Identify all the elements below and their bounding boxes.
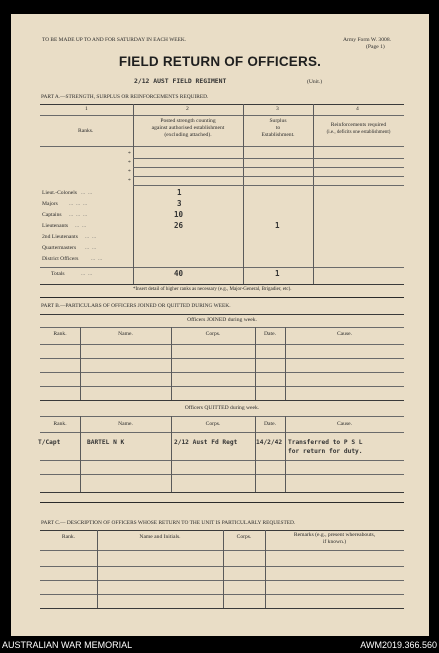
quitted-corps: 2/12 Aust Fd Regt [174,439,238,446]
posted-value: 1 [177,188,182,197]
quitted-date: 14/2/42 [256,439,283,446]
archive-caption-left: AUSTRALIAN WAR MEMORIAL [2,640,133,650]
form-title: FIELD RETURN OF OFFICERS. [118,54,322,69]
rank-label: Lieut.-Colonels [42,190,77,196]
quitted-cause-line-2: for return for duty. [288,448,363,455]
quitted-col-date: Date. [264,421,276,427]
col-number-1: 1 [85,106,88,112]
part-c-col-remarks-line-2: if known.) [322,539,347,545]
part-c-col-rank: Rank. [61,534,76,540]
surplus-header-line-3: Establishment. [261,132,295,138]
totals-posted: 40 [174,269,184,278]
quitted-col-cause: Cause. [336,421,353,427]
entry-line [133,176,404,177]
rank-label: Captains [42,212,62,218]
entry-line [133,185,404,186]
surplus-value: 1 [275,221,280,230]
unit-name: 2/12 AUST FIELD REGIMENT [134,77,227,85]
posted-value: 10 [174,210,184,219]
joined-top-rule [40,314,404,315]
ranks-header: Ranks. [78,128,94,134]
part-c-col-corps: Corps. [236,534,252,540]
joined-col-name: Name. [118,331,133,337]
archive-caption-right: AWM2019.366.560 [360,640,437,650]
col-number-2: 2 [186,106,189,112]
asterisk-mark: * [128,160,131,166]
form-id: Army Form W. 3008. [343,37,392,43]
section-rule [40,502,404,503]
entry-line [133,167,404,168]
part-a-footnote: *Insert detail of higher ranks as necessary (e.g., Major-General, Brigadier, etc). [133,287,292,292]
rank-label: Lieutenants [42,223,69,229]
totals-label: Totals [51,271,65,277]
posted-header-line-1: Posted strength counting [160,118,216,124]
part-c-heading: PART C.— DESCRIPTION OF OFFICERS WHOSE RETURN TO THE UNIT IS PARTICULARLY REQUESTED. [41,520,296,526]
rank-label: 2nd Lieutenants [42,234,78,240]
quitted-cause-line-1: Transferred to P S L [288,439,363,446]
part-a-header-rule [40,146,404,147]
posted-value: 3 [177,199,182,208]
reinf-header-line-1: Reinforcements required [330,122,387,128]
rank-label: Quartermasters [42,245,77,251]
form-page: TO BE MADE UP TO AND FOR SATURDAY IN EACH WEEK. Army Form W. 3008. (Page 1) FIELD RETURN OF OFFICERS. 2/12 AUST FIELD REGIMENT (Unit.) PART A.—STRENGTH, SURPLUS OR REINFORCEMENTS REQUIRED. 1 2 3 4 Ranks. Posted strength counting against authorised establishment (excluding attached). Surplus to Establishment. Reinforcements required (i.e., deficits one establishment) * * * * Lieut.-Colonels 1 Majors 3 Captains 10 Lieutenants 26 1 2nd Lieutenants Quartermasters District Officers ... ... ... ... ... ... ... ... ... ... ... ... ... ... ... ... Totals ... ... 40 1 *Insert detail of higher ranks as necessary (e.g., Major-General, Brigadier, etc). PART B.—PARTICULARS OF OFFICERS JOINED OR QUITTED DURING WEEK. Officers JOINED during week. Rank. Name. Corps. Date. Cause. Officers QUITTED during week. Rank. Name. Corps. Date. Cause. T/Capt BARTEL N K 2/12 Aust Fd Regt 14/2/42 Transferred to P S L for return for duty. PART C.— DESCRIPTION OF OFFICERS WHOSE RETURN TO THE UNIT IS PARTICULARLY REQUESTED. Rank. Name and Initials. Corps. Remarks (e.g., present whereabouts, if known.) [11,14,429,636]
part-c-top-rule [40,530,404,531]
joined-col-cause: Cause. [336,331,353,337]
section-rule [40,297,404,298]
part-a-num-rule [40,115,404,116]
totals-surplus: 1 [275,269,280,278]
quitted-title: Officers QUITTED during week. [184,405,260,411]
posted-header-line-3: (excluding attached). [164,132,212,138]
part-a-top-rule [40,104,404,105]
part-a-heading: PART A.—STRENGTH, SURPLUS OR REINFORCEMENTS REQUIRED. [41,94,209,100]
part-c-bottom-rule [40,608,404,609]
surplus-header-line-1: Surplus [269,118,287,124]
surplus-header-line-2: to [275,125,281,131]
unit-label: (Unit.) [307,79,323,85]
quitted-col-rank: Rank. [53,421,67,427]
quitted-name: BARTEL N K [87,439,125,446]
quitted-col-name: Name. [118,421,133,427]
joined-title: Officers JOINED during week. [187,317,257,323]
joined-bottom-rule [40,400,404,401]
asterisk-mark: * [128,151,131,157]
part-b-heading: PART B.—PARTICULARS OF OFFICERS JOINED OR QUITTED DURING WEEK. [41,303,231,309]
quitted-bottom-rule [40,492,404,493]
quitted-rank: T/Capt [38,439,61,446]
quitted-title-rule [40,416,404,417]
joined-col-rank: Rank. [53,331,67,337]
quitted-col-corps: Corps. [205,421,221,427]
col-number-4: 4 [356,106,359,112]
entry-line [133,158,404,159]
asterisk-mark: * [128,169,131,175]
submission-note: TO BE MADE UP TO AND FOR SATURDAY IN EACH WEEK. [42,37,187,43]
asterisk-mark: * [128,178,131,184]
rank-label: District Officers [42,256,79,262]
posted-value: 26 [174,221,184,230]
rank-label: Majors [42,201,58,207]
col-number-3: 3 [276,106,279,112]
joined-title-rule [40,327,404,328]
reinf-header-line-2: (i.e., deficits one establishment) [326,130,391,135]
posted-header-line-2: against authorised establishment [151,125,225,131]
joined-col-corps: Corps. [205,331,221,337]
part-c-col-name: Name and Initials. [139,534,181,540]
part-a-bottom-rule [40,284,404,285]
part-c-col-remarks-line-1: Remarks (e.g., present whereabouts, [293,532,376,538]
page-ref: (Page 1) [366,44,385,50]
part-a-totals-rule [40,267,404,268]
joined-col-date: Date. [264,331,276,337]
